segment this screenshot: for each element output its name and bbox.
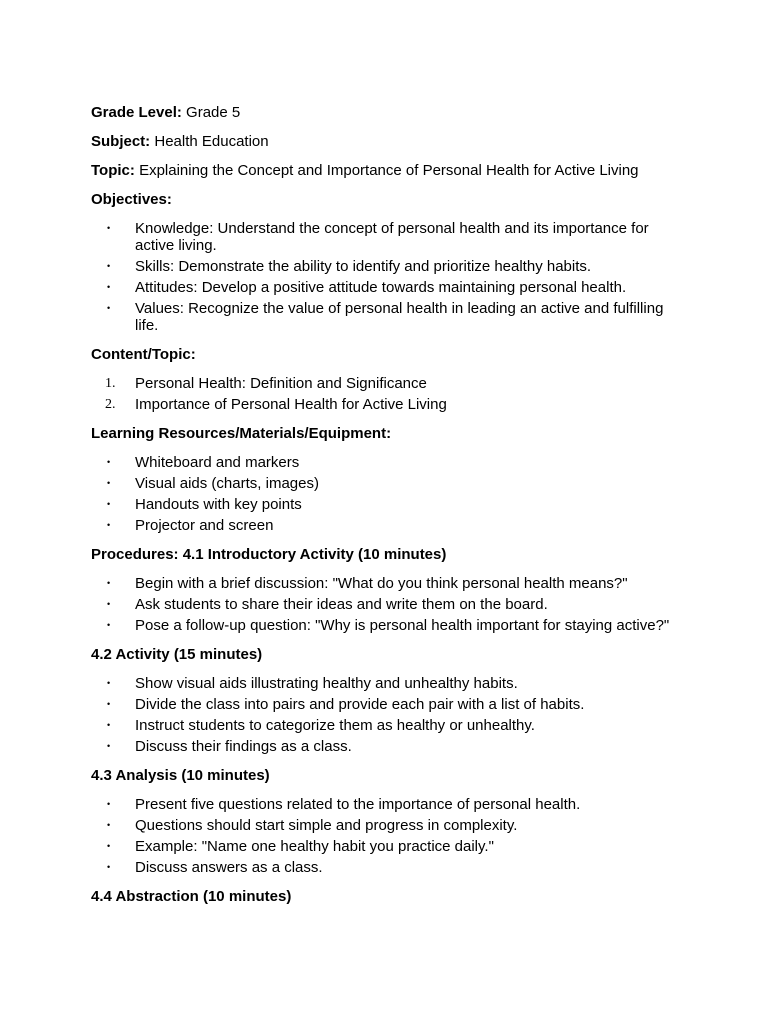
bullet-icon: •	[107, 862, 111, 872]
activity-list	[91, 675, 681, 755]
resources-heading: Learning Resources/Materials/Equipment:	[91, 425, 392, 442]
list-item: • Questions should start simple and progress in complexity.	[107, 817, 518, 834]
list-item: • Ask students to share their ideas and write them on the board.	[107, 596, 548, 613]
list-item: 2. Importance of Personal Health for Active Living	[105, 396, 447, 413]
grade-level-label: Grade Level:	[91, 104, 182, 121]
objectives-list	[91, 220, 681, 334]
bullet-icon: •	[107, 223, 111, 233]
bullet-icon: •	[107, 261, 111, 271]
bullet-icon: •	[107, 499, 111, 509]
bullet-icon: •	[107, 578, 111, 588]
list-item: • Discuss answers as a class.	[107, 859, 323, 876]
subject-line	[91, 133, 681, 150]
list-item: • Begin with a brief discussion: "What do you think personal health means?"	[107, 575, 628, 592]
bullet-icon: •	[107, 699, 111, 709]
list-item: • Skills: Demonstrate the ability to identify and prioritize healthy habits.	[107, 258, 592, 275]
analysis-list	[91, 796, 681, 876]
bullet-icon: •	[107, 599, 111, 609]
list-item: • Example: "Name one healthy habit you practice daily."	[107, 838, 494, 855]
grade-level-line	[91, 104, 681, 121]
abstraction-heading: 4.4 Abstraction (10 minutes)	[91, 888, 292, 905]
list-number: 1.	[105, 376, 116, 391]
list-item: • Whiteboard and markers	[107, 454, 300, 471]
list-number: 2.	[105, 397, 116, 412]
resources-list	[91, 454, 681, 534]
content-list	[91, 375, 681, 413]
bullet-icon: •	[107, 799, 111, 809]
list-item: • Show visual aids illustrating healthy and unhealthy habits.	[107, 675, 518, 692]
list-item: • Instruct students to categorize them as healthy or unhealthy.	[107, 717, 535, 734]
bullet-icon: •	[107, 720, 111, 730]
list-item: • Discuss their findings as a class.	[107, 738, 352, 755]
bullet-icon: •	[107, 678, 111, 688]
activity-heading: 4.2 Activity (15 minutes)	[91, 646, 263, 663]
list-item: • Pose a follow-up question: "Why is personal health important for staying active?"	[107, 617, 670, 634]
list-item: • Visual aids (charts, images)	[107, 475, 319, 492]
bullet-icon: •	[107, 620, 111, 630]
procedures-heading: Procedures: 4.1 Introductory Activity (10 minutes)	[91, 546, 447, 563]
objectives-heading: Objectives:	[91, 191, 172, 208]
list-item: • Knowledge: Understand the concept of personal health and its importance for active living.	[107, 220, 649, 254]
bullet-icon: •	[107, 303, 111, 313]
list-item: • Handouts with key points	[107, 496, 302, 513]
bullet-icon: •	[107, 457, 111, 467]
bullet-icon: •	[107, 478, 111, 488]
procedures-list	[91, 575, 681, 634]
list-item: • Present five questions related to the importance of personal health.	[107, 796, 581, 813]
list-item: • Attitudes: Develop a positive attitude towards maintaining personal health.	[107, 279, 627, 296]
lesson-plan-document	[91, 104, 681, 905]
bullet-icon: •	[107, 520, 111, 530]
list-item: • Values: Recognize the value of personal health in leading an active and fulfilling life.	[107, 300, 664, 334]
bullet-icon: •	[107, 820, 111, 830]
list-item: • Projector and screen	[107, 517, 274, 534]
subject-value: Health Education	[154, 133, 269, 150]
list-item: 1. Personal Health: Definition and Significance	[105, 375, 427, 392]
analysis-heading: 4.3 Analysis (10 minutes)	[91, 767, 270, 784]
bullet-icon: •	[107, 282, 111, 292]
topic-line	[91, 162, 681, 179]
list-item: • Divide the class into pairs and provide each pair with a list of habits.	[107, 696, 585, 713]
bullet-icon: •	[107, 741, 111, 751]
grade-level-value: Grade 5	[186, 104, 241, 121]
subject-label: Subject:	[91, 133, 151, 150]
topic-value: Explaining the Concept and Importance of Personal Health for Active Living	[139, 162, 639, 179]
topic-label: Topic:	[91, 162, 135, 179]
bullet-icon: •	[107, 841, 111, 851]
content-heading: Content/Topic:	[91, 346, 196, 363]
